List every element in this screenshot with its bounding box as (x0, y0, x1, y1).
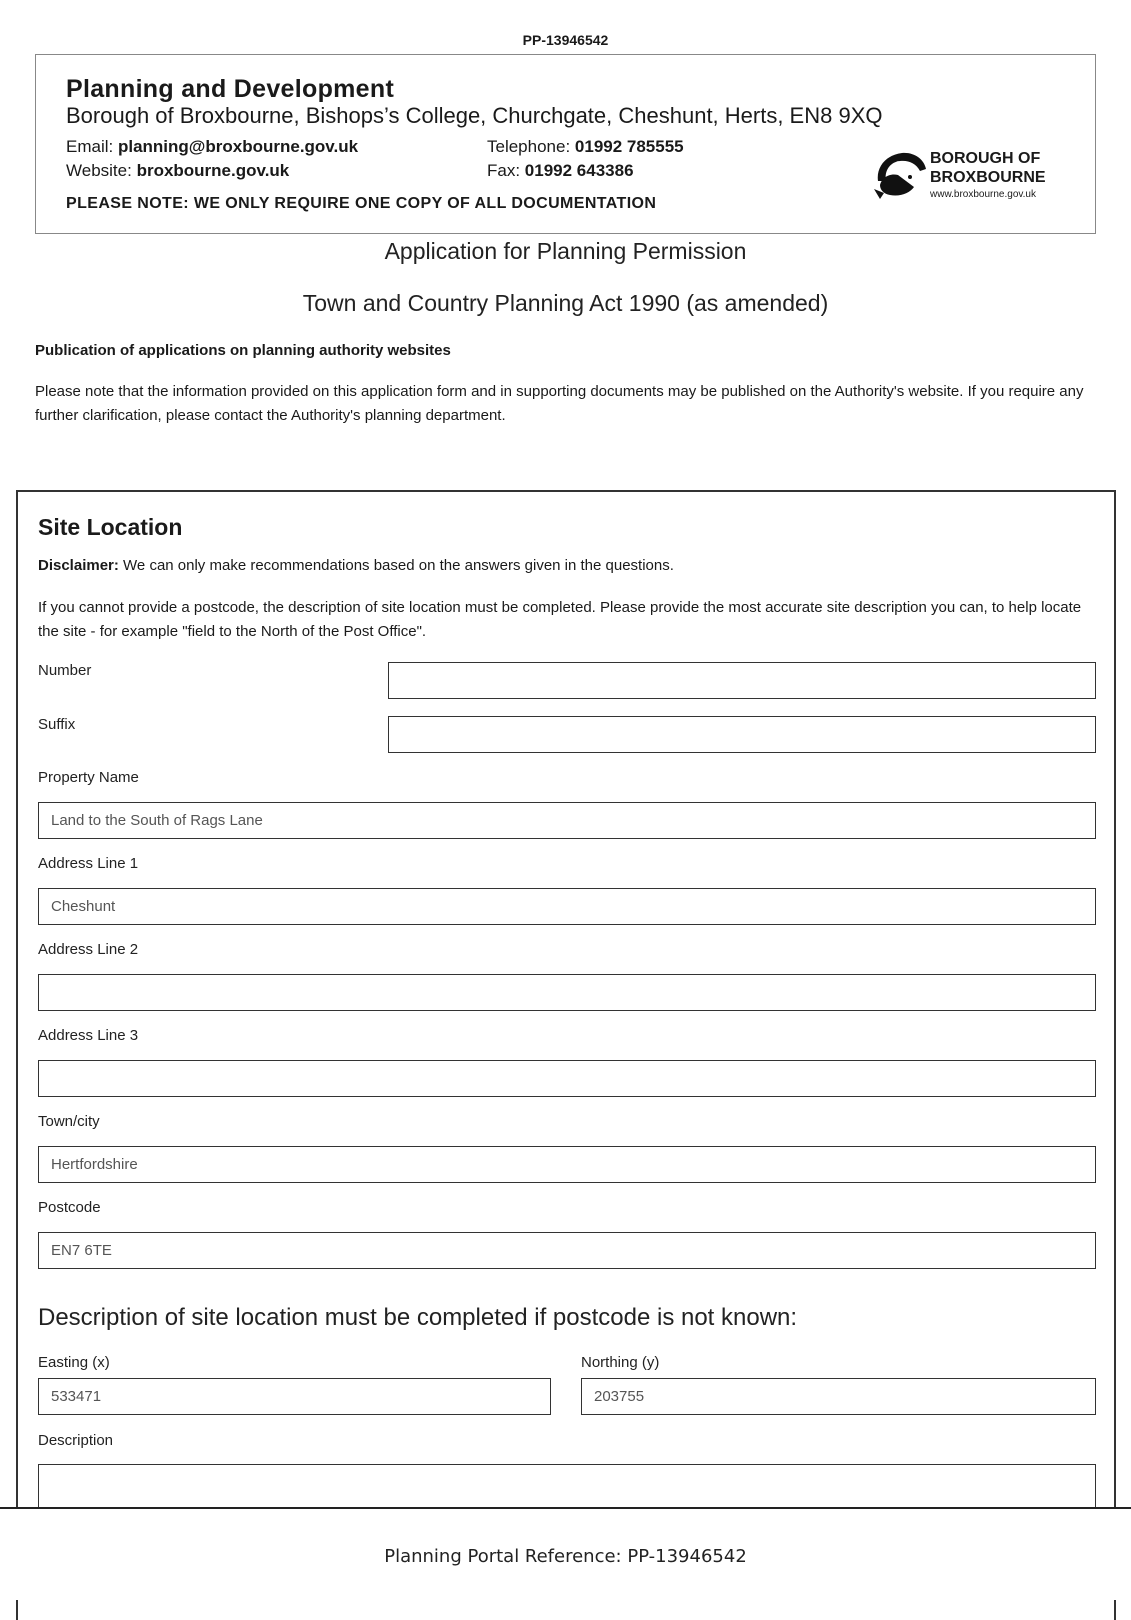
address-line-1-field[interactable]: Cheshunt (38, 888, 1096, 925)
property-name-field[interactable]: Land to the South of Rags Lane (38, 802, 1096, 839)
logo-url: www.broxbourne.gov.uk (930, 189, 1036, 200)
act-title: Town and Country Planning Act 1990 (as amended) (302, 290, 829, 316)
header-fax (487, 161, 634, 181)
email-value[interactable]: planning@broxbourne.gov.uk (117, 137, 359, 156)
logo-name (930, 149, 1046, 187)
easting-field[interactable]: 533471 (38, 1378, 551, 1415)
header-note: PLEASE NOTE: WE ONLY REQUIRE ONE COPY OF ALL DOCUMENTATION (66, 195, 657, 212)
easting-label: Easting (x) (38, 1354, 110, 1371)
northing-label: Northing (y) (581, 1354, 660, 1371)
northing-field[interactable]: 203755 (581, 1378, 1096, 1415)
postcode-note: If you cannot provide a postcode, the description of site location must be completed. Please provide the most accurate site description you can, to help locate the site - for example "field to the North of the Post Office". (38, 599, 1082, 640)
fax-label: Fax: (487, 161, 525, 180)
header-address: Borough of Broxbourne, Bishops’s College, Churchgate, Cheshunt, Herts, EN8 9XQ (66, 103, 883, 128)
address-line-1-label: Address Line 1 (38, 855, 139, 872)
broxbourne-logo (870, 147, 1070, 207)
fax-value: 01992 643386 (524, 161, 634, 180)
address-line-3-field[interactable] (38, 1060, 1096, 1097)
council-header (35, 54, 1096, 234)
postcode-field[interactable]: EN7 6TE (38, 1232, 1096, 1269)
town-city-field[interactable]: Hertfordshire (38, 1146, 1096, 1183)
email-label: Email: (66, 137, 118, 156)
publication-text: Please note that the information provided on this application form and in supporting documents may be published on the Authority's website. If you require any further clarification, please contact the Authority's planning department. (35, 383, 1084, 424)
disclaimer (38, 557, 674, 574)
telephone-value: 01992 785555 (574, 137, 684, 156)
address-line-2-field[interactable] (38, 974, 1096, 1011)
section-title: Site Location (38, 514, 183, 540)
suffix-field[interactable] (388, 716, 1096, 753)
header-telephone (487, 137, 684, 157)
site-location-section (16, 490, 1116, 1620)
publication-heading: Publication of applications on planning authority websites (35, 342, 451, 359)
application-title: Application for Planning Permission (384, 238, 747, 264)
telephone-label: Telephone: (487, 137, 575, 156)
suffix-label: Suffix (38, 716, 76, 733)
header-email (66, 137, 358, 157)
description-label: Description (38, 1432, 114, 1449)
website-value[interactable]: broxbourne.gov.uk (136, 161, 290, 180)
description-heading: Description of site location must be completed if postcode is not known: (38, 1304, 798, 1331)
logo-line1: BOROUGH OF (930, 150, 1041, 167)
footer-reference: Planning Portal Reference: PP-13946542 (384, 1546, 747, 1567)
disclaimer-label: Disclaimer: (38, 557, 119, 574)
website-label: Website: (66, 161, 137, 180)
badger-icon (870, 147, 930, 203)
postcode-label: Postcode (38, 1199, 101, 1216)
number-label: Number (38, 662, 92, 679)
logo-line2: BROXBOURNE (930, 169, 1046, 186)
header-title: Planning and Development (66, 75, 395, 103)
town-city-label: Town/city (38, 1113, 100, 1130)
address-line-3-label: Address Line 3 (38, 1027, 139, 1044)
number-field[interactable] (388, 662, 1096, 699)
header-website (66, 161, 289, 181)
disclaimer-text: We can only make recommendations based on the answers given in the questions. (118, 557, 674, 574)
property-name-label: Property Name (38, 769, 139, 786)
address-line-2-label: Address Line 2 (38, 941, 139, 958)
top-reference: PP-13946542 (522, 32, 609, 48)
